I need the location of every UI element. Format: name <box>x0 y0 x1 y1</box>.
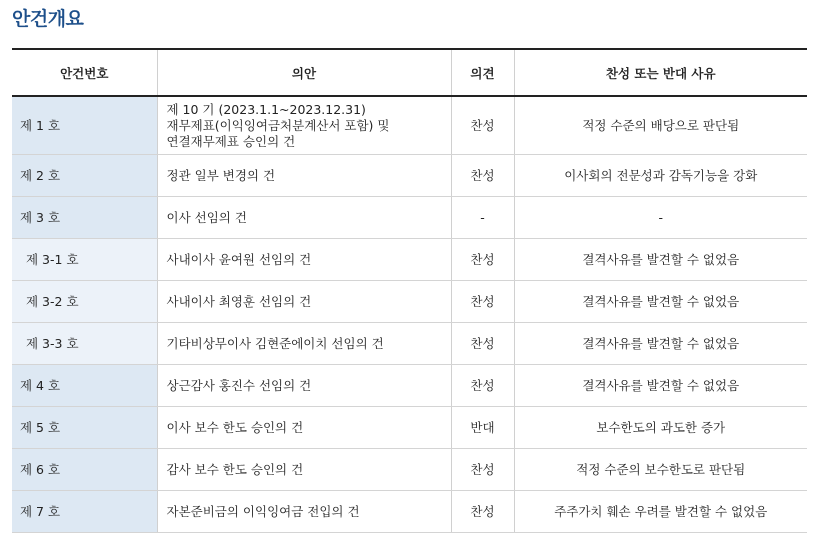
agenda-number-cell: 제 6 호 <box>12 449 157 491</box>
reason-cell: 주주가치 훼손 우려를 발견할 수 없었음 <box>514 491 807 533</box>
agenda-number-cell: 제 3-1 호 <box>12 239 157 281</box>
agenda-number-cell: 제 3-3 호 <box>12 323 157 365</box>
agenda-cell: 이사 보수 한도 승인의 건 <box>157 407 451 449</box>
agenda-cell: 상근감사 홍진수 선임의 건 <box>157 365 451 407</box>
agenda-number-cell: 제 3-2 호 <box>12 281 157 323</box>
agenda-cell: 사내이사 윤여원 선임의 건 <box>157 239 451 281</box>
opinion-cell: 반대 <box>451 407 514 449</box>
agenda-table <box>12 48 807 533</box>
reason-cell: 결격사유를 발견할 수 없었음 <box>514 365 807 407</box>
opinion-cell: 찬성 <box>451 155 514 197</box>
table-row <box>12 491 807 533</box>
agenda-number-cell: 제 7 호 <box>12 491 157 533</box>
agenda-line: 연결재무제표 승인의 건 <box>166 133 296 149</box>
opinion-cell: 찬성 <box>451 96 514 155</box>
table-row <box>12 96 807 155</box>
opinion-cell: 찬성 <box>451 323 514 365</box>
agenda-number-cell: 제 5 호 <box>12 407 157 449</box>
table-row <box>12 281 807 323</box>
header-agenda-number: 안건번호 <box>12 49 157 96</box>
table-header <box>12 49 807 96</box>
reason-cell: 적정 수준의 보수한도로 판단됨 <box>514 449 807 491</box>
table-row <box>12 239 807 281</box>
reason-cell: 이사회의 전문성과 감독기능을 강화 <box>514 155 807 197</box>
reason-cell: 적정 수준의 배당으로 판단됨 <box>514 96 807 155</box>
agenda-cell: 정관 일부 변경의 건 <box>157 155 451 197</box>
agenda-number-cell: 제 3 호 <box>12 197 157 239</box>
reason-cell: 보수한도의 과도한 증가 <box>514 407 807 449</box>
header-opinion: 의견 <box>451 49 514 96</box>
agenda-number-cell: 제 2 호 <box>12 155 157 197</box>
opinion-cell: 찬성 <box>451 365 514 407</box>
agenda-number-cell: 제 4 호 <box>12 365 157 407</box>
reason-cell: 결격사유를 발견할 수 없었음 <box>514 323 807 365</box>
table-row <box>12 323 807 365</box>
table-row <box>12 155 807 197</box>
agenda-cell <box>157 96 451 155</box>
agenda-cell: 기타비상무이사 김현준에이치 선임의 건 <box>157 323 451 365</box>
table-row <box>12 449 807 491</box>
agenda-line: 제 10 기 (2023.1.1~2023.12.31) <box>166 101 366 117</box>
reason-cell: - <box>514 197 807 239</box>
page-title: 안건개요 <box>12 8 84 30</box>
table-row <box>12 197 807 239</box>
opinion-cell: 찬성 <box>451 281 514 323</box>
opinion-cell: 찬성 <box>451 449 514 491</box>
header-agenda: 의안 <box>157 49 451 96</box>
table-row <box>12 407 807 449</box>
table-row <box>12 365 807 407</box>
agenda-line: 재무제표(이익잉여금처분계산서 포함) 및 <box>166 117 390 133</box>
opinion-cell: 찬성 <box>451 239 514 281</box>
agenda-cell: 이사 선임의 건 <box>157 197 451 239</box>
agenda-cell: 자본준비금의 이익잉여금 전입의 건 <box>157 491 451 533</box>
agenda-number-cell: 제 1 호 <box>12 96 157 155</box>
header-reason: 찬성 또는 반대 사유 <box>514 49 807 96</box>
agenda-cell: 사내이사 최영훈 선임의 건 <box>157 281 451 323</box>
opinion-cell: 찬성 <box>451 491 514 533</box>
agenda-cell: 감사 보수 한도 승인의 건 <box>157 449 451 491</box>
reason-cell: 결격사유를 발견할 수 없었음 <box>514 239 807 281</box>
opinion-cell: - <box>451 197 514 239</box>
reason-cell: 결격사유를 발견할 수 없었음 <box>514 281 807 323</box>
